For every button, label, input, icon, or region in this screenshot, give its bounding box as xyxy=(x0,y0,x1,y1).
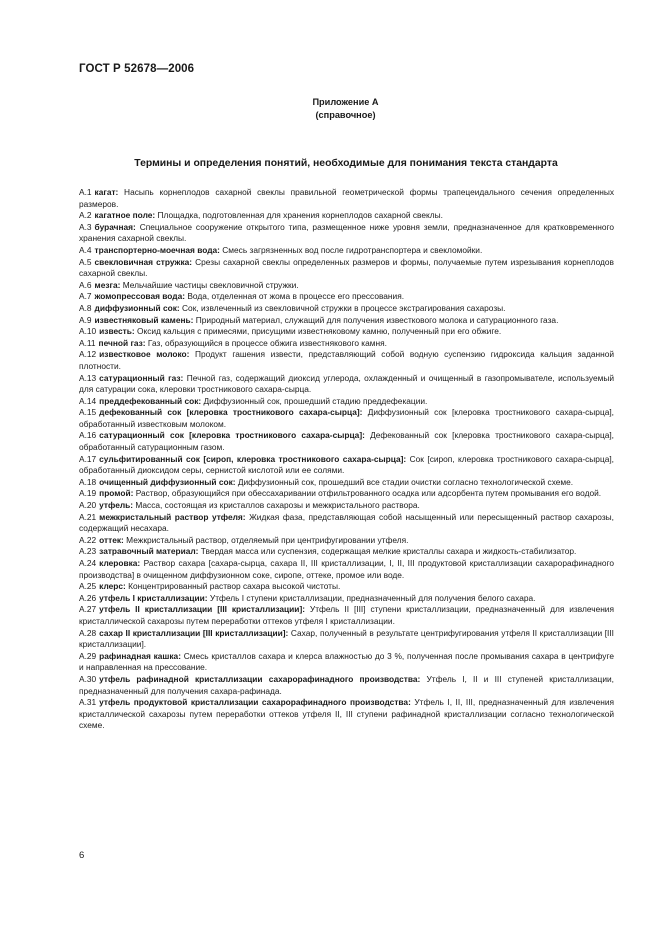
entry-term: клерс: xyxy=(99,581,126,592)
term-entry xyxy=(79,338,614,350)
term-entry xyxy=(79,477,614,489)
entry-number: А.18 xyxy=(79,476,97,487)
entry-number: А.29 xyxy=(79,650,97,661)
entry-term: сатурационный сок [клеровка тростникового сахара-сырца]: xyxy=(99,430,365,441)
term-entry xyxy=(79,280,614,292)
entry-number: А.2 xyxy=(79,210,92,221)
entry-number: А.5 xyxy=(79,256,92,267)
entry-definition: Природный материал, служащий для получения известкового молока и сатурационного газа. xyxy=(195,314,559,325)
entry-number: А.21 xyxy=(79,511,97,522)
entry-definition: Срезы сахарной свеклы определенных размеров и формы, получаемые путем изрезывания корнеплодов сахарной свеклы. xyxy=(79,256,614,279)
term-entry xyxy=(79,593,614,605)
entry-definition: Специальное сооружение открытого типа, размещенное ниже уровня земли, предназначенное для кратковременного хранения сахарной свеклы. xyxy=(79,221,614,244)
term-entry xyxy=(79,512,614,535)
entry-definition: Площадка, подготовленная для хранения корнеплодов сахарной свеклы. xyxy=(157,210,443,221)
entry-definition: Раствор, образующийся при обессахаривании отфильтрованного осадка или адсорбента путем промывания его водой. xyxy=(135,488,602,499)
entry-number: А.9 xyxy=(79,314,92,325)
entry-term: затравочный материал: xyxy=(99,546,199,557)
entry-definition: Диффузионный сок, прошедший все стадии очистки согласно технологической схеме. xyxy=(237,476,574,487)
entry-number: А.15 xyxy=(79,407,97,418)
document-header: ГОСТ Р 52678—2006 xyxy=(79,63,195,75)
entry-definition: Мельчайшие частицы свекловичной стружки. xyxy=(122,279,299,290)
entry-definition: Смесь загрязненных вод после гидротранспортера и свекломойки. xyxy=(222,244,483,255)
term-entry xyxy=(79,546,614,558)
appendix-heading xyxy=(0,96,661,122)
entry-term: дефекованный сок [клеровка тростникового сахара-сырца]: xyxy=(99,407,363,418)
entry-term: кагатное поле: xyxy=(94,210,156,221)
entry-number: А.10 xyxy=(79,326,97,337)
entry-term: утфель рафинадной кристаллизации сахарорафинадного производства: xyxy=(99,673,421,684)
entry-definition: Оксид кальция с примесями, присущими известняковому камню, полученный при его обжиге. xyxy=(136,326,502,337)
entry-definition: Утфель I ступени кристаллизации, предназначенный для получения белого сахара. xyxy=(209,592,536,603)
entry-number: А.14 xyxy=(79,395,97,406)
entry-term: бурачная: xyxy=(94,221,136,232)
term-entry xyxy=(79,651,614,674)
entry-number: А.16 xyxy=(79,430,97,441)
entry-definition: Диффузионный сок [клеровка тростникового сахара-сырца], обработанный известковым молоком. xyxy=(79,407,614,429)
entry-definition: Жидкая фаза, представляющая собой насыщенный или пересыщенный раствор сахарозы, содержащий несахара. xyxy=(79,511,614,534)
term-entry xyxy=(79,291,614,303)
entry-number: А.1 xyxy=(79,187,92,197)
term-entry xyxy=(79,315,614,327)
entry-number: А.25 xyxy=(79,581,97,592)
term-entry xyxy=(79,628,614,651)
entry-term: известь: xyxy=(99,326,135,337)
term-entry xyxy=(79,187,614,210)
entry-term: печной газ: xyxy=(98,337,146,348)
term-entry xyxy=(79,245,614,257)
term-entry xyxy=(79,303,614,315)
entry-number: А.11 xyxy=(79,337,96,348)
entry-term: межкристальный раствор утфеля: xyxy=(99,511,246,522)
entry-number: А.31 xyxy=(79,697,97,708)
entry-term: утфель продуктовой кристаллизации сахарорафинадного производства: xyxy=(99,697,411,708)
entry-definition: Утфель II [III] ступени кристаллизации, предназначенный для извлечения кристаллической сахарозы путем переработки оттеков утфеля I кристаллизации. xyxy=(79,604,614,626)
entry-definition: Раствор сахара [сахара-сырца, сахара II, III кристаллизации, I, II, III продуктовой кристаллизации сахарорафинадного производства] в очищенном диффузионном соке, сиропе, оттеке, промое или воде. xyxy=(79,558,614,580)
entry-number: А.19 xyxy=(79,488,97,499)
entry-term: сульфитированный сок [сироп, клеровка тростникового сахара-сырца]: xyxy=(99,453,407,464)
term-entry xyxy=(79,535,614,547)
entry-number: А.26 xyxy=(79,592,97,603)
term-entry xyxy=(79,558,614,581)
entry-number: А.12 xyxy=(79,349,97,360)
section-title: Термины и определения понятий, необходимые для понимания текста стандарта xyxy=(134,158,558,169)
entry-definition: Твердая масса или суспензия, содержащая мелкие кристаллы сахара и жидкость-стабилизатор. xyxy=(200,546,577,557)
entry-definition: Сахар, полученный в результате центрифугирования утфеля II кристаллизации [III кристаллизации]. xyxy=(79,627,614,650)
entry-definition: Продукт гашения извести, представляющий собой водную суспензию гидроксида кальция заданной плотности. xyxy=(79,349,614,371)
term-entry xyxy=(79,500,614,512)
entry-definition: Межкристальный раствор, отделяемый при центрифугировании утфеля. xyxy=(126,534,409,545)
entry-term: клеровка: xyxy=(99,558,141,568)
entry-definition: Концентрированный раствор сахара высокой чистоты. xyxy=(128,581,341,592)
entry-definition: Утфель I, II, III, предназначенный для извлечения кристаллической сахарозы путем переработки оттеков утфеля II, III ступени рафинадной кристаллизации согласно технологической схеме. xyxy=(79,697,614,731)
entry-term: утфель I кристаллизации: xyxy=(99,592,208,603)
appendix-subtitle: (справочное) xyxy=(315,110,376,120)
entry-definition: Печной газ, содержащий диоксид углерода, охлажденный и очищенный в газопромывателе, используемый для сатурации сока, клеровки тростникового сахара-сырца. xyxy=(79,372,614,395)
entry-term: жомопрессовая вода: xyxy=(94,291,185,302)
entry-number: А.13 xyxy=(79,372,97,383)
entry-definition: Сок [сироп, клеровка тростникового сахара-сырца], обработанный диоксидом серы, сернистой кислотой или ее солями. xyxy=(79,453,615,476)
entry-term: диффузионный сок: xyxy=(94,302,180,313)
term-entry xyxy=(79,407,614,430)
entry-definition: Вода, отделенная от жома в процессе его прессования. xyxy=(187,291,405,302)
entry-term: кагат: xyxy=(94,187,119,197)
term-entry xyxy=(79,674,614,697)
term-entry xyxy=(79,430,614,453)
entry-term: транспортерно-моечная вода: xyxy=(94,244,220,255)
entry-number: А.27 xyxy=(79,604,97,615)
entry-term: очищенный диффузионный сок: xyxy=(99,476,236,487)
entry-definition: Масса, состоящая из кристаллов сахарозы и межкристального раствора. xyxy=(135,500,420,511)
term-entry xyxy=(79,454,614,477)
entry-term: преддефекованный сок: xyxy=(99,395,202,406)
entry-definition: Газ, образующийся в процессе обжига известнякового камня. xyxy=(147,337,387,348)
entry-term: утфель II кристаллизации [III кристаллизации]: xyxy=(99,604,305,615)
entry-term: промой: xyxy=(99,488,134,499)
entry-definition: Утфель I, II и III ступеней кристаллизации, предназначенный для получения сахара-рафинада. xyxy=(79,673,614,696)
entry-term: сахар II кристаллизации [III кристаллизации]: xyxy=(99,627,289,638)
entry-definition: Сок, извлеченный из свекловичной стружки в процессе экстрагирования сахарозы. xyxy=(182,302,506,313)
appendix-title: Приложение А xyxy=(312,97,379,107)
term-entry xyxy=(79,373,614,396)
page-number: 6 xyxy=(79,850,85,861)
entry-number: А.28 xyxy=(79,627,97,638)
entry-number: А.17 xyxy=(79,453,97,464)
terms-list xyxy=(79,187,614,732)
entry-number: А.23 xyxy=(79,546,97,557)
entry-number: А.22 xyxy=(79,534,97,545)
term-entry xyxy=(79,210,614,222)
term-entry xyxy=(79,697,614,732)
entry-term: утфель: xyxy=(99,500,134,511)
term-entry xyxy=(79,222,614,245)
term-entry xyxy=(79,326,614,338)
entry-term: сатурационный газ: xyxy=(99,372,184,383)
entry-number: А.24 xyxy=(79,558,97,568)
entry-term: рафинадная кашка: xyxy=(99,650,181,661)
term-entry xyxy=(79,257,614,280)
term-entry xyxy=(79,396,614,408)
term-entry xyxy=(79,488,614,500)
entry-number: А.3 xyxy=(79,221,92,232)
entry-term: свекловичная стружка: xyxy=(94,256,193,267)
entry-definition: Диффузионный сок, прошедший стадию преддефекации. xyxy=(203,395,428,406)
entry-term: известковое молоко: xyxy=(99,349,190,360)
term-entry xyxy=(79,581,614,593)
entry-number: А.8 xyxy=(79,302,92,313)
entry-number: А.30 xyxy=(79,673,97,684)
entry-number: А.7 xyxy=(79,291,92,302)
term-entry xyxy=(79,349,614,372)
entry-number: А.20 xyxy=(79,500,97,511)
entry-number: А.6 xyxy=(79,279,92,290)
entry-term: мезга: xyxy=(94,279,121,290)
entry-number: А.4 xyxy=(79,244,92,255)
entry-term: оттек: xyxy=(99,534,124,545)
entry-term: известняковый камень: xyxy=(94,314,194,325)
term-entry xyxy=(79,604,614,627)
entry-definition: Насыпь корнеплодов сахарной свеклы правильной геометрической формы трапецеидального сечения определенных размеров. xyxy=(79,187,614,209)
entry-definition: Смесь кристаллов сахара и клерса влажностью до 3 %, полученная после промывания сахара в центрифуге и направленная на прессование. xyxy=(79,650,614,673)
entry-definition: Дефекованный сок [клеровка тростникового сахара-сырца], обработанный сатурационным газом. xyxy=(79,430,614,453)
